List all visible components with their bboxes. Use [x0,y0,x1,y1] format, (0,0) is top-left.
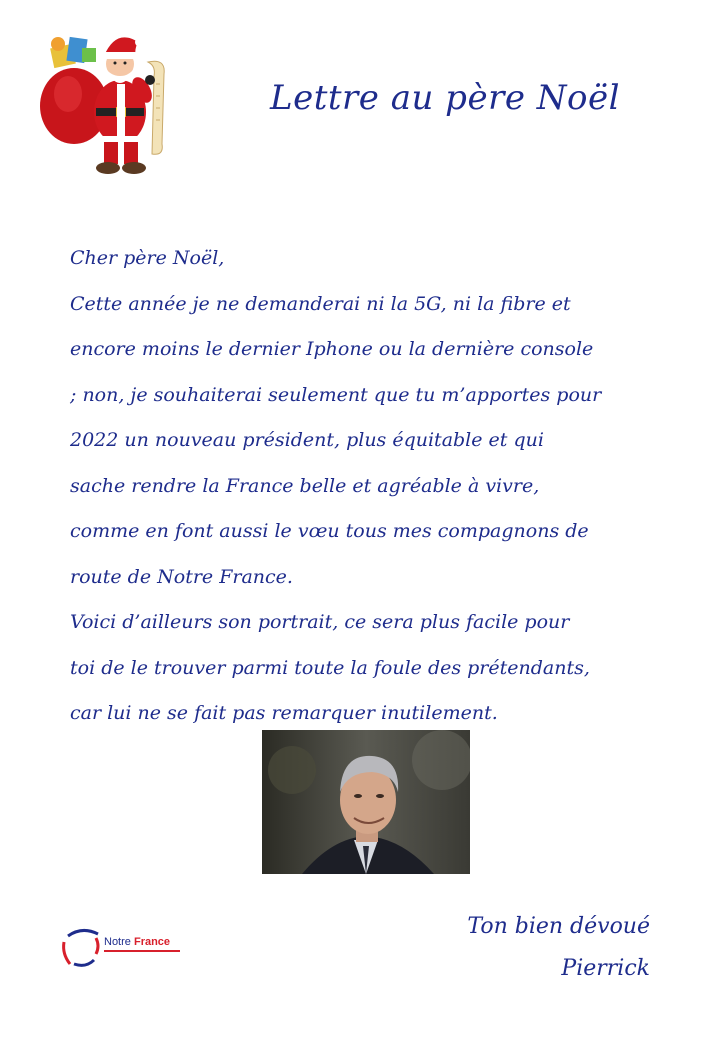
letter-line: toi de le trouver parmi toute la foule des prétendants, [70,656,590,679]
letter-line: 2022 un nouveau président, plus équitable et qui [70,429,544,451]
logo-word-notre: Notre [104,936,131,948]
signature-name: Pierrick [561,956,650,981]
letter-closing-block [467,906,650,990]
letter-line: Voici d’ailleurs son portrait, ce sera plus facile pour [70,611,570,633]
logo-underline [104,950,180,952]
santa-claus-illustration [38,24,178,184]
letter-line: comme en font aussi le vœu tous mes compagnons de [70,520,589,542]
candidate-portrait-photo [262,730,470,874]
letter-line: Cher père Noël, [70,247,225,269]
letter-line: encore moins le dernier Iphone ou la dernière console [70,338,594,360]
letter-line: ; non, je souhaiterai seulement que tu m’apportes pour [70,383,602,406]
logo-word-france: France [133,936,171,948]
notre-france-logo [60,924,190,970]
letter-line: sache rendre la France belle et agréable à vivre, [70,474,540,497]
letter-line: car lui ne se fait pas remarquer inutilement. [70,702,498,724]
letter-title: Lettre au père Noël [270,78,620,118]
star-logo-icon [60,924,102,968]
letter-line: Cette année je ne demanderai ni la 5G, ni la fibre et [70,292,571,315]
letter-body [70,236,670,737]
logo-wordmark [104,936,170,948]
letter-line: route de Notre France. [70,565,293,588]
closing-phrase: Ton bien dévoué [467,914,650,939]
